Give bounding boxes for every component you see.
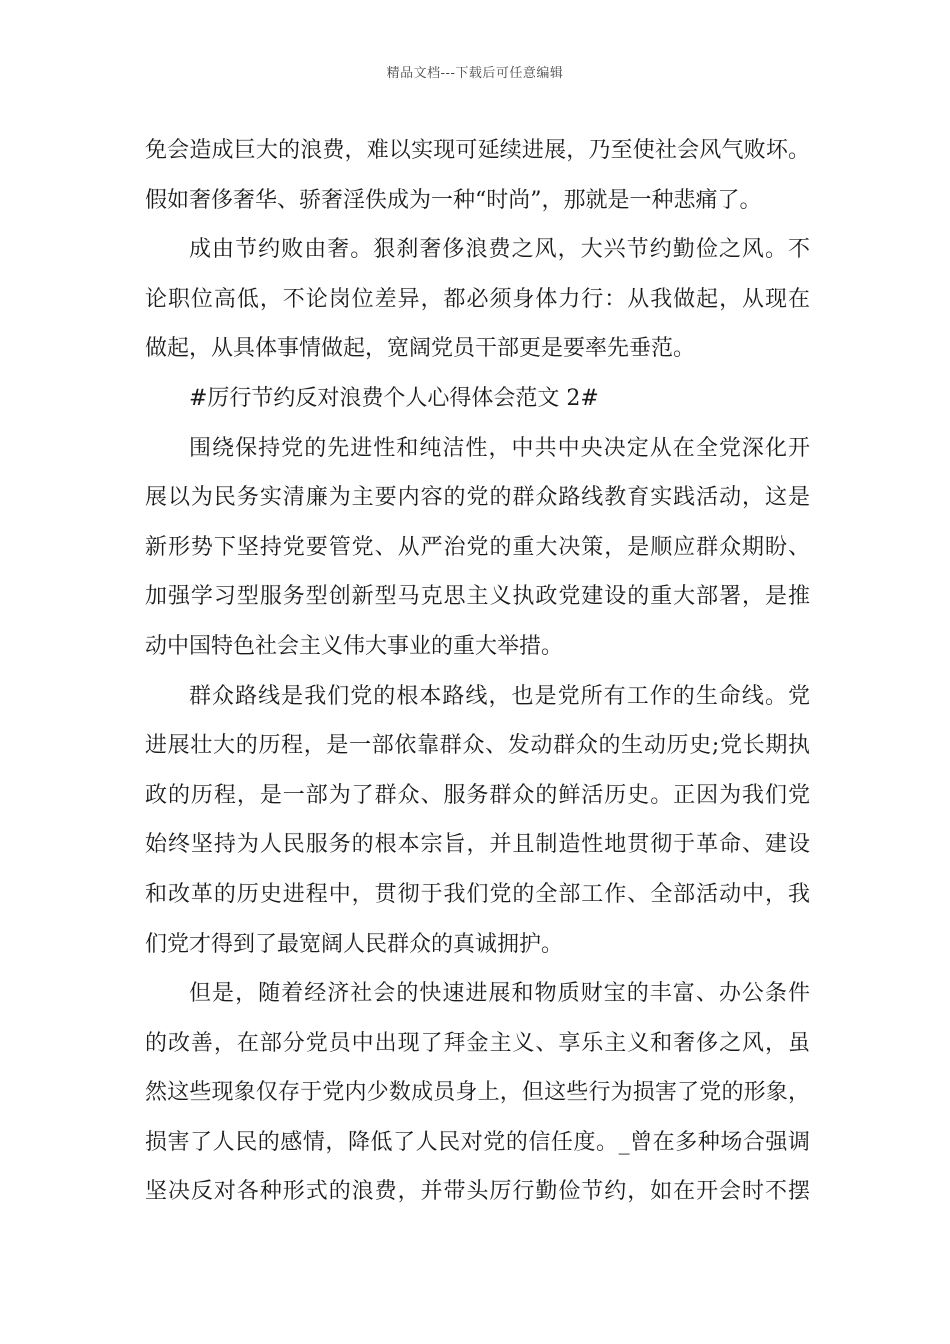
text-line: 和改革的历史进程中，贯彻于我们党的全部工作、全部活动中，我 <box>145 881 810 907</box>
text-line: 假如奢侈奢华、骄奢淫佚成为一种“时尚”，那就是一种悲痛了。 <box>145 187 762 213</box>
text-line: 们党才得到了最宽阔人民群众的真诚拥护。 <box>145 931 564 957</box>
text-line: 坚决反对各种形式的浪费，并带头厉行勤俭节约，如在开会时不摆 <box>145 1179 810 1205</box>
text-line: 免会造成巨大的浪费，难以实现可延续进展，乃至使社会风气败坏。 <box>145 138 810 163</box>
text-line: 动中国特色社会主义伟大事业的重大举措。 <box>145 633 564 659</box>
text-line: 围绕保持党的先进性和纯洁性，中共中央决定从在全党深化开 <box>189 435 810 461</box>
text-line: 论职位高低，不论岗位差异，都必须身体力行：从我做起，从现在 <box>145 286 810 312</box>
text-line: 政的历程，是一部为了群众、服务群众的鲜活历史。正因为我们党 <box>145 782 810 808</box>
text-line: 成由节约败由奢。狠刹奢侈浪费之风，大兴节约勤俭之风。不 <box>189 237 810 263</box>
text-line: 的改善，在部分党员中出现了拜金主义、享乐主义和奢侈之风，虽 <box>145 1030 810 1056</box>
text-line: #厉行节约反对浪费个人心得体会范文 2# <box>189 385 599 411</box>
text-line: 加强学习型服务型创新型马克思主义执政党建设的重大部署，是推 <box>145 584 810 610</box>
text-line: 但是，随着经济社会的快速进展和物质财宝的丰富、办公条件 <box>189 981 810 1007</box>
text-line: 展以为民务实清廉为主要内容的党的群众路线教育实践活动，这是 <box>145 485 810 511</box>
text-line: 做起，从具体事情做起，宽阔党员干部更是要率先垂范。 <box>145 336 696 362</box>
text-line: 损害了人民的感情，降低了人民对党的信任度。_曾在多种场合强调 <box>145 1129 810 1155</box>
text-line: 始终坚持为人民服务的根本宗旨，并且制造性地贯彻于革命、建设 <box>145 832 810 858</box>
text-line: 进展壮大的历程，是一部依靠群众、发动群众的生动历史;党长期执 <box>145 733 810 759</box>
page-header: 精品文档---下载后可任意编辑 <box>386 66 564 81</box>
text-line: 新形势下坚持党要管党、从严治党的重大决策，是顺应群众期盼、 <box>145 534 810 560</box>
document-body <box>145 126 810 1217</box>
text-line: 群众路线是我们党的根本路线，也是党所有工作的生命线。党 <box>189 683 810 709</box>
text-line: 然这些现象仅存于党内少数成员身上，但这些行为损害了党的形象， <box>145 1080 810 1106</box>
